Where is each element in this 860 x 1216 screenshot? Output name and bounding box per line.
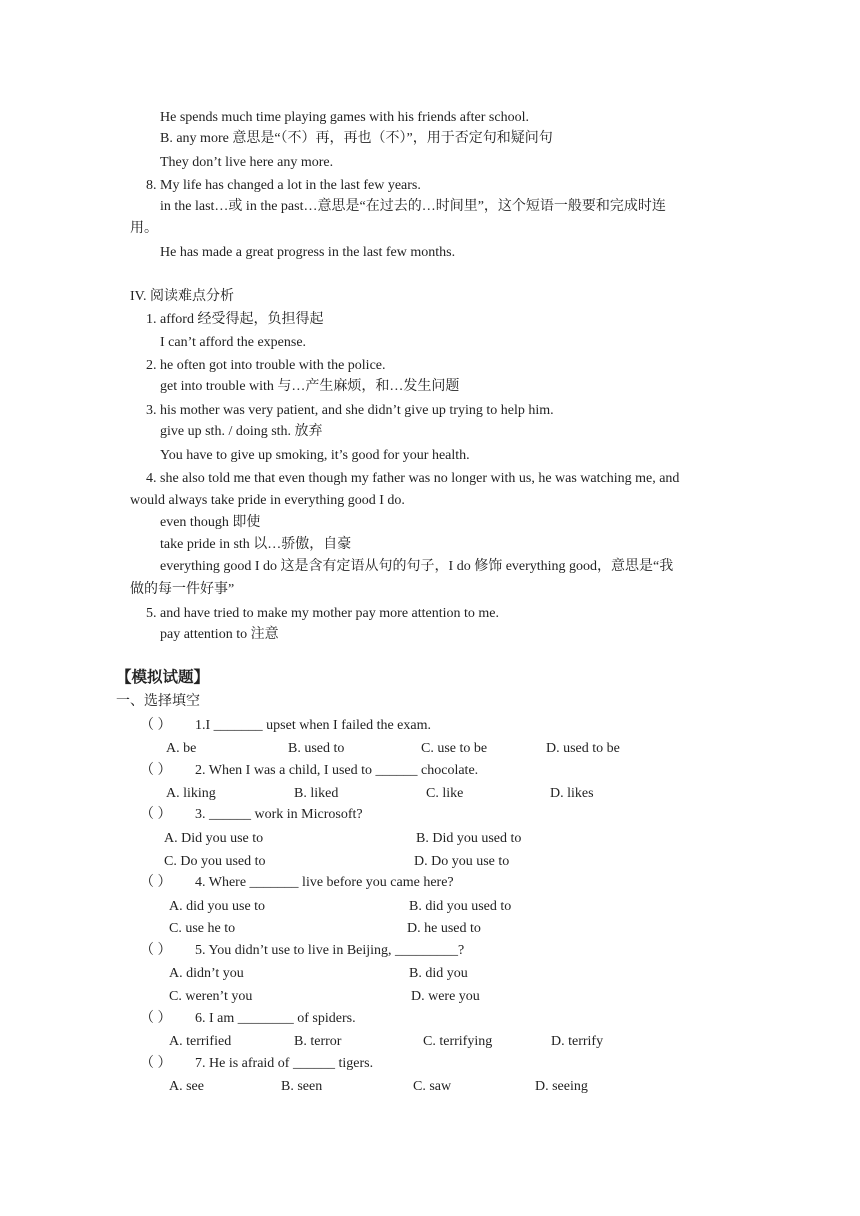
reading-item: get into trouble with 与…产生麻烦，和…发生问题 <box>160 379 460 394</box>
option: D. seeing <box>535 1079 588 1094</box>
question-text: 5. You didn’t use to live in Beijing, _________? <box>195 943 465 958</box>
option: C. Do you used to <box>164 854 266 869</box>
answer-blank[interactable]: （ ） <box>140 943 172 958</box>
option: B. seen <box>281 1079 323 1094</box>
option: A. didn’t you <box>169 966 244 981</box>
question-text: 1.I _______ upset when I failed the exam. <box>195 718 431 733</box>
answer-blank[interactable]: （ ） <box>140 763 172 778</box>
note-line: 用。 <box>130 221 158 236</box>
question-text: 3. ______ work in Microsoft? <box>195 807 363 822</box>
option: C. use to be <box>421 741 488 756</box>
reading-item: 5. and have tried to make my mother pay more attention to me. <box>146 606 500 621</box>
option: D. were you <box>411 989 480 1004</box>
option: A. terrified <box>169 1034 232 1049</box>
reading-item: You have to give up smoking, it’s good for your health. <box>160 448 470 463</box>
reading-item: 3. his mother was very patient, and she didn’t give up trying to help him. <box>146 403 554 418</box>
option: D. he used to <box>407 921 481 936</box>
option: B. used to <box>288 741 345 756</box>
option: C. use he to <box>169 921 236 936</box>
option: A. Did you use to <box>164 831 264 846</box>
question-text: 7. He is afraid of ______ tigers. <box>195 1056 374 1071</box>
answer-blank[interactable]: （ ） <box>140 875 172 890</box>
reading-item: 4. she also told me that even though my father was no longer with us, he was watching me, and <box>146 471 680 486</box>
reading-item: everything good I do 这是含有定语从句的句子，I do 修饰 everything good，意思是“我 <box>160 559 674 574</box>
note-line: He spends much time playing games with his friends after school. <box>160 110 529 125</box>
section-heading: IV. 阅读难点分析 <box>130 289 234 304</box>
note-line: B. any more 意思是“（不）再，再也（不）”，用于否定句和疑问句 <box>160 131 553 146</box>
note-line: 8. My life has changed a lot in the last few years. <box>146 178 421 193</box>
reading-item: give up sth. / doing sth. 放弃 <box>160 424 323 439</box>
reading-item: take pride in sth 以…骄傲，自豪 <box>160 537 352 552</box>
option: D. used to be <box>546 741 620 756</box>
option: C. like <box>426 786 464 801</box>
note-line: They don’t live here any more. <box>160 155 334 170</box>
option: B. terror <box>294 1034 342 1049</box>
option: D. likes <box>550 786 594 801</box>
option: D. Do you use to <box>414 854 510 869</box>
reading-item: I can’t afford the expense. <box>160 335 307 350</box>
answer-blank[interactable]: （ ） <box>140 807 172 822</box>
quiz-section-heading: 一、选择填空 <box>116 694 200 709</box>
option: B. Did you used to <box>416 831 522 846</box>
option: C. weren’t you <box>169 989 253 1004</box>
option: B. did you <box>409 966 468 981</box>
option: B. did you used to <box>409 899 512 914</box>
question-text: 4. Where _______ live before you came here? <box>195 875 454 890</box>
reading-item: 1. afford 经受得起，负担得起 <box>146 312 324 327</box>
quiz-title: 【模拟试题】 <box>116 668 210 686</box>
option: A. did you use to <box>169 899 266 914</box>
question-text: 2. When I was a child, I used to ______ chocolate. <box>195 763 479 778</box>
option: B. liked <box>294 786 339 801</box>
reading-item: 做的每一件好事” <box>130 582 235 597</box>
reading-item: even though 即使 <box>160 515 261 530</box>
question-text: 6. I am ________ of spiders. <box>195 1011 356 1026</box>
note-line: He has made a great progress in the last few months. <box>160 245 456 260</box>
answer-blank[interactable]: （ ） <box>140 1011 172 1026</box>
option: D. terrify <box>551 1034 604 1049</box>
option: A. see <box>169 1079 204 1094</box>
option: C. saw <box>413 1079 452 1094</box>
reading-item: would always take pride in everything good I do. <box>130 493 405 508</box>
reading-item: pay attention to 注意 <box>160 627 279 642</box>
note-line: in the last…或 in the past…意思是“在过去的…时间里”，这个短语一般要和完成时连 <box>160 199 666 214</box>
answer-blank[interactable]: （ ） <box>140 1056 172 1071</box>
option: A. liking <box>166 786 216 801</box>
option: A. be <box>166 741 197 756</box>
answer-blank[interactable]: （ ） <box>140 718 172 733</box>
reading-item: 2. he often got into trouble with the police. <box>146 358 386 373</box>
option: C. terrifying <box>423 1034 493 1049</box>
